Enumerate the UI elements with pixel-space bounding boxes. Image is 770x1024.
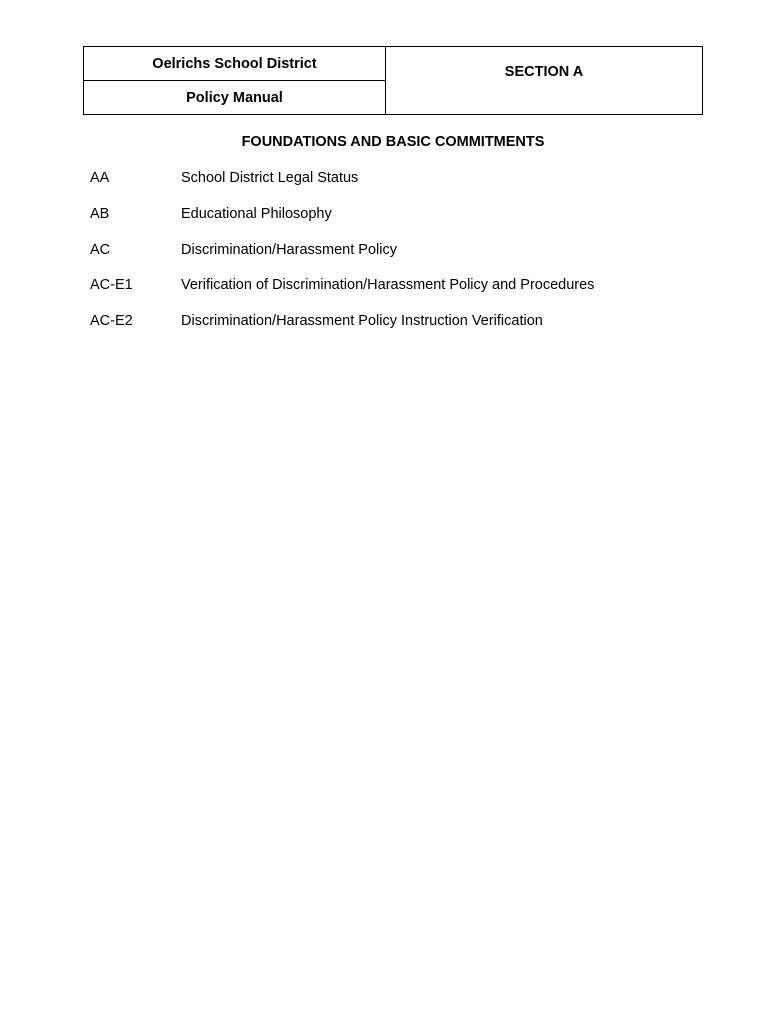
list-item bbox=[90, 312, 710, 348]
page-title: FOUNDATIONS AND BASIC COMMITMENTS bbox=[241, 134, 545, 150]
policy-title: Discrimination/Harassment Policy bbox=[181, 241, 397, 258]
policy-title: Verification of Discrimination/Harassment Policy and Procedures bbox=[181, 277, 595, 294]
list-item bbox=[90, 241, 710, 277]
manual-name: Policy Manual bbox=[186, 89, 283, 106]
policy-code: AC-E1 bbox=[90, 277, 133, 294]
policy-title: School District Legal Status bbox=[181, 170, 359, 186]
list-item bbox=[90, 276, 710, 312]
district-name: Oelrichs School District bbox=[84, 47, 385, 81]
list-item bbox=[90, 205, 710, 241]
policy-title: Educational Philosophy bbox=[181, 205, 332, 222]
policy-code: AA bbox=[90, 170, 110, 186]
list-item bbox=[90, 169, 710, 205]
policy-title: Discrimination/Harassment Policy Instruction Verification bbox=[181, 313, 543, 330]
policy-code: AB bbox=[90, 205, 110, 222]
policy-list bbox=[90, 169, 710, 348]
policy-code: AC-E2 bbox=[90, 313, 133, 330]
header-table bbox=[83, 46, 703, 115]
section-label: SECTION A bbox=[504, 64, 584, 80]
policy-code: AC bbox=[90, 241, 111, 258]
header-left-column bbox=[84, 47, 386, 114]
